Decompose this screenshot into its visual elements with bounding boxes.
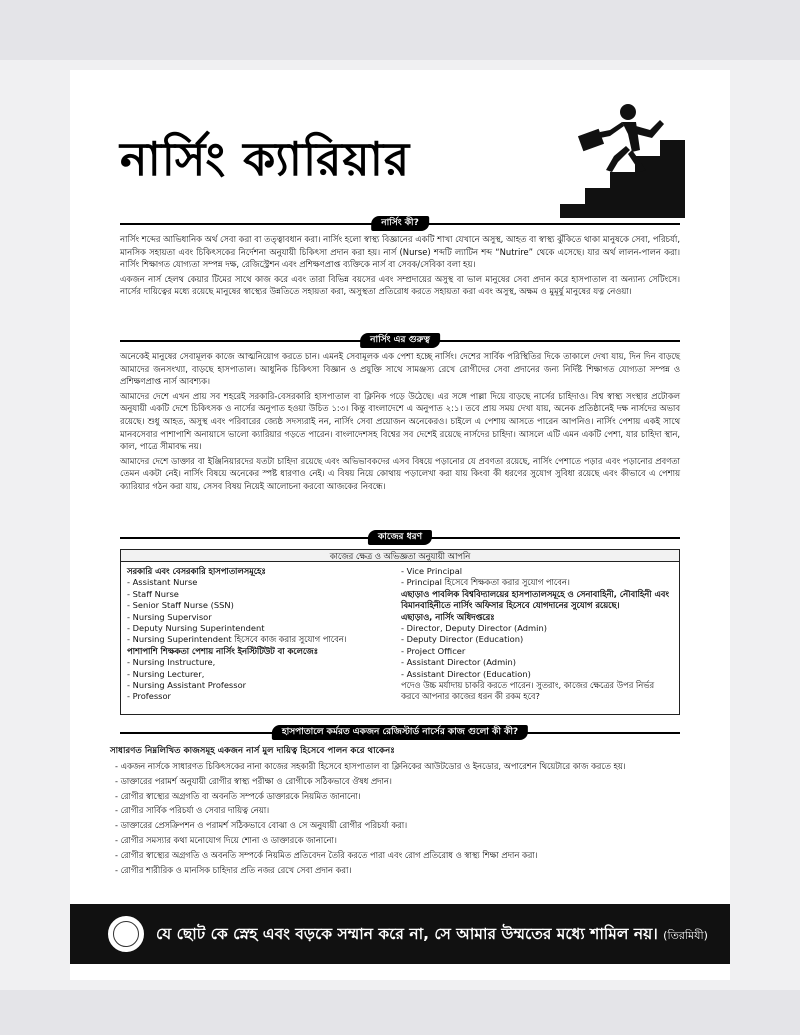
footer-source: (তিরমিযী) (663, 929, 708, 942)
paragraph: আমাদের দেশে এখন প্রায় সব শহরেই সরকারি-বেসরকারি হাসপাতাল বা ক্লিনিক গড়ে উঠেছে। এর সঙ্গে পাল্লা দিয়ে বাড়ছে নার্সের চাহিদাও। বিশ্ব স্বাস্থ্য সংস্থার প্রটোকল অনুযায়ী একটি দেশে চিকিৎসক ও নার্সের অনুপাত হওয়া উচিত ১:৩। কিন্তু বাংলাদেশে এ অনুপাত ২:১। তবে প্রায় সময় দেখা যায়, অনেক প্রতিষ্ঠানেই দক্ষ নার্সদের অভাব রয়েছে। শুধু আহত, অসুস্থ এবং পরিবারের জ্যেষ্ঠ সদস্যরাই নন, নার্সিং সেবা প্রয়োজন অনেকেরও। চাইলে এ পেশায় আসতে পারেন আপনিও। নার্সিং পেশায় একই সাথে মানবসেবার পাশাপাশি অনায়াসে ভালো ক্যারিয়ার গড়তে পারেন। বাংলাদেশসহ বিশ্বের সব দেশেই রয়েছে নার্সদের চাহিদা। আসলে এটি এমন একটি পেশা, যার চাহিদা স্থান, কাল, পাত্রে সীমাবদ্ধ নয়। (120, 390, 680, 452)
list-item: - Vice Principal (401, 566, 463, 576)
climbing-stairs-icon (540, 100, 690, 220)
work-type-left-column (127, 566, 392, 703)
list-item: - Nursing Assistant Professor (127, 680, 247, 691)
seal-logo-icon (108, 916, 144, 952)
section-heading-label: হাসপাতালে কর্মরত একজন রেজিস্টার্ড নার্সের কাজ গুলো কী কী? (272, 725, 528, 740)
list-item: - Project Officer (401, 645, 466, 656)
army-text: এছাড়াও পাবলিক বিশ্ববিদ্যালয়ের হাসপাতালসমূহে ও সেনাবাহিনী, নৌবাহিনী এবং বিমানবাহিনীতে নার্সিং অফিসার হিসেবে যোগদানের সুযোগ রয়েছে। (401, 588, 669, 611)
list-item: - Nursing Supervisor (127, 611, 212, 622)
seal-inner-ring (113, 921, 139, 947)
section-heading-importance (70, 333, 730, 347)
list-item: - ডাক্তারের প্রেসক্রিপশন ও পরামর্শ সঠিকভাবে বোঝা ও সে অনুযায়ী রোগীর পরিচর্যা করা। (115, 820, 408, 831)
list-item: - রোগীর স্বাস্থ্যের অগ্রগতি ও অবনতি সম্পর্কে নিয়মিত প্রতিবেদন তৈরি করতে পারা এবং রোগ প্রতিরোধ ও স্বাস্থ্য শিক্ষা প্রদান করা। (115, 849, 538, 860)
list-item: - Director, Deputy Director (Admin) (401, 623, 547, 634)
importance-text (120, 350, 680, 495)
list-item: - একজন নার্সকে সাধারণত চিকিৎসকের নানা কাজের সহকারী হিসেবে হাসপাতাল বা ক্লিনিকের আউটডোর ও ইনডোর, অপারেশন থিয়েটারে কাজ করতে হয়। (115, 761, 626, 771)
list-item: - Nursing Lecturer, (127, 668, 205, 679)
list-item: - রোগীর সমস্যার কথা মনোযোগ দিয়ে শোনা ও ডাক্তারকে জানানো। (115, 834, 337, 845)
list-item: - রোগীর সার্বিক পরিচর্যা ও সেবার দায়িত্ব নেয়া। (115, 805, 270, 816)
footer-quote: যে ছোট কে স্নেহ এবং বড়কে সম্মান করে না, সে আমার উম্মতের মধ্যে শামিল নয়। (156, 925, 658, 943)
paragraph: একজন নার্স হেলথ কেয়ার টিমের সাথে কাজ করে এবং তারা বিভিন্ন বয়সের এবং সম্প্রদায়ের অসুস্থ বা ভাল মানুষের সেবা প্রদান করে হাসপাতাল বা অন্যান্য সেটিংসে। নার্সের দায়িত্বের মধ্যে রয়েছে মানুষের স্বাস্থ্যের উন্নতিতে সহায়তা করা, অসুস্থতা প্রতিরোধ করতে সহায়তা করা এবং অসুস্থ, অক্ষম ও মুমূর্ষু মানুষের যত্ন নেওয়া। (120, 273, 680, 297)
paragraph: আমাদের দেশে ডাক্তার বা ইঞ্জিনিয়ারদের যতটা চাহিদা রয়েছে এবং অভিভাবকদের এসব বিষয়ে পড়ানোর যে প্রবণতা রয়েছে, নার্সিং পেশাতে পড়ার এবং পড়ানোর প্রবণতা তেমন একটা নেই। নার্সিং বিষয়ে অনেকের স্পষ্ট ধারণাও নেই। এ বিষয় নিয়ে কোথায় পড়ালেখা করা যায় কিংবা কী ধরণের সুযোগ সুবিধা রয়েছে এবং কীভাবে এ পেশায় ক্যারিয়ার গঠন করা যায়, সেসব বিষয় নিয়েই আলোচনা করবো আজকের নিবন্ধে। (120, 455, 680, 491)
closing-text: পদেও উচ্চ মর্যাদায় চাকরি করতে পারেন। সুতরাং, কাজের ক্ষেত্রের উপর নির্ভর করবে আপনার কাজের ধরন কী রকম হবে? (401, 680, 655, 702)
flyer-page (70, 70, 730, 980)
directorate-title: এছাড়াও, নার্সিং অধিদপ্তরেঃ (401, 611, 495, 622)
duties-list (115, 760, 695, 878)
list-item: - Staff Nurse (127, 588, 179, 599)
section-heading-what-is (70, 216, 730, 230)
section-heading-work-type (70, 530, 730, 544)
work-type-box (120, 549, 680, 715)
list-item: - Nursing Superintendent হিসেবে কাজ করার সুযোগ পাবেন। (127, 634, 347, 645)
footer-band (70, 904, 730, 964)
duties-intro: সাধারণত নিম্নলিখিত কাজসমূহ একজন নার্স মুল দায়িত্ব হিসেবে পালন করে থাকেনঃ (110, 746, 395, 756)
list-item: - রোগীর স্বাস্থ্যের অগ্রগতি বা অবনতি সম্পর্কে ডাক্তারকে নিয়মিত জানানো। (115, 790, 361, 801)
teaching-title: পাশাপাশি শিক্ষকতা পেশায় নার্সিং ইনস্টিটিউট বা কলেজেঃ (127, 645, 319, 656)
paragraph: নার্সিং শব্দের আভিধানিক অর্থ সেবা করা বা তত্ত্বাবধান করা। নার্সিং হলো স্বাস্থ্য বিজ্ঞানের একটি শাখা যেখানে অসুস্থ, আহত বা স্বাস্থ্য ঝুঁকিতে থাকা মানুষকে সেবা, পরিচর্যা, মানসিক সহায়তা এবং চিকিৎসকের নির্দেশনা অনুযায়ী চিকিৎসা প্রদান করা হয়। নার্স (Nurse) শব্দটি ল্যাটিন শব্দ “Nutrire” থেকে এসেছে। যার অর্থ লালন-পালন করা। নার্সিং শিক্ষাগত যোগ্যতা সম্পন্ন দক্ষ, রেজিস্ট্রেশন এবং প্রশিক্ষণপ্রাপ্ত ব্যক্তিকে নার্স বা সেবক/সেবিকা বলা হয়। (120, 234, 680, 270)
hospital-title: সরকারি এবং বেসরকারি হাসপাতালসমূহেঃ (127, 566, 266, 576)
box-header: কাজের ক্ষেত্র ও অভিজ্ঞতা অনুযায়ী আপনি (121, 550, 679, 562)
page-title: নার্সিং ক্যারিয়ার (120, 132, 411, 186)
list-item: - Deputy Director (Education) (401, 634, 524, 645)
work-type-right-column (401, 566, 673, 703)
paragraph: অনেকেই মানুষের সেবামূলক কাজে আত্মনিয়োগ করতে চান। এমনই সেবামূলক এক পেশা হচ্ছে নার্সিং। দেশের সার্বিক পরিস্থিতির দিকে তাকালে দেখা যায়, দিন দিন বাড়ছে আমাদের জনসংখ্যা, বাড়ছে হাসপাতাল। আধুনিক চিকিৎসা বিজ্ঞান ও প্রযুক্তি সাথে সামঞ্জস্য রেখে রোগীদের সেবা প্রদানের জন্য নির্দিষ্ট শিক্ষাগত যোগ্যতা সম্পন্ন ও প্রশিক্ষণপ্রাপ্ত নার্স আবশ্যক। (120, 351, 680, 387)
section-heading-label: কাজের ধরণ (368, 530, 432, 545)
what-is-text (120, 233, 680, 300)
section-heading-label: নার্সিং এর গুরুত্ব (360, 333, 440, 348)
section-heading-duties (70, 725, 730, 739)
section-heading-label: নার্সিং কী? (371, 216, 429, 231)
list-item: - রোগীর শারীরিক ও মানসিক চাহিদার প্রতি নজর রেখে সেবা প্রদান করা। (115, 864, 352, 875)
list-item: - Senior Staff Nurse (SSN) (127, 600, 234, 611)
list-item: - ডাক্তারের পরামর্শ অনুযায়ী রোগীর স্বাস্থ্য পরীক্ষা ও রোগীকে সঠিকভাবে ঔষধ প্রদান। (115, 775, 392, 786)
list-item: - Professor (127, 691, 171, 702)
list-item: - Assistant Director (Admin) (401, 657, 516, 668)
background-shape (0, 990, 800, 1035)
list-item: - Principal হিসেবে শিক্ষকতা করার সুযোগ পাবেন। (401, 577, 570, 588)
list-item: - Assistant Director (Education) (401, 668, 531, 679)
list-item: - Assistant Nurse (127, 577, 198, 588)
background-shape (0, 0, 800, 60)
list-item: - Nursing Instructure, (127, 657, 216, 668)
list-item: - Deputy Nursing Superintendent (127, 623, 265, 634)
footer-quote-line (156, 922, 721, 948)
